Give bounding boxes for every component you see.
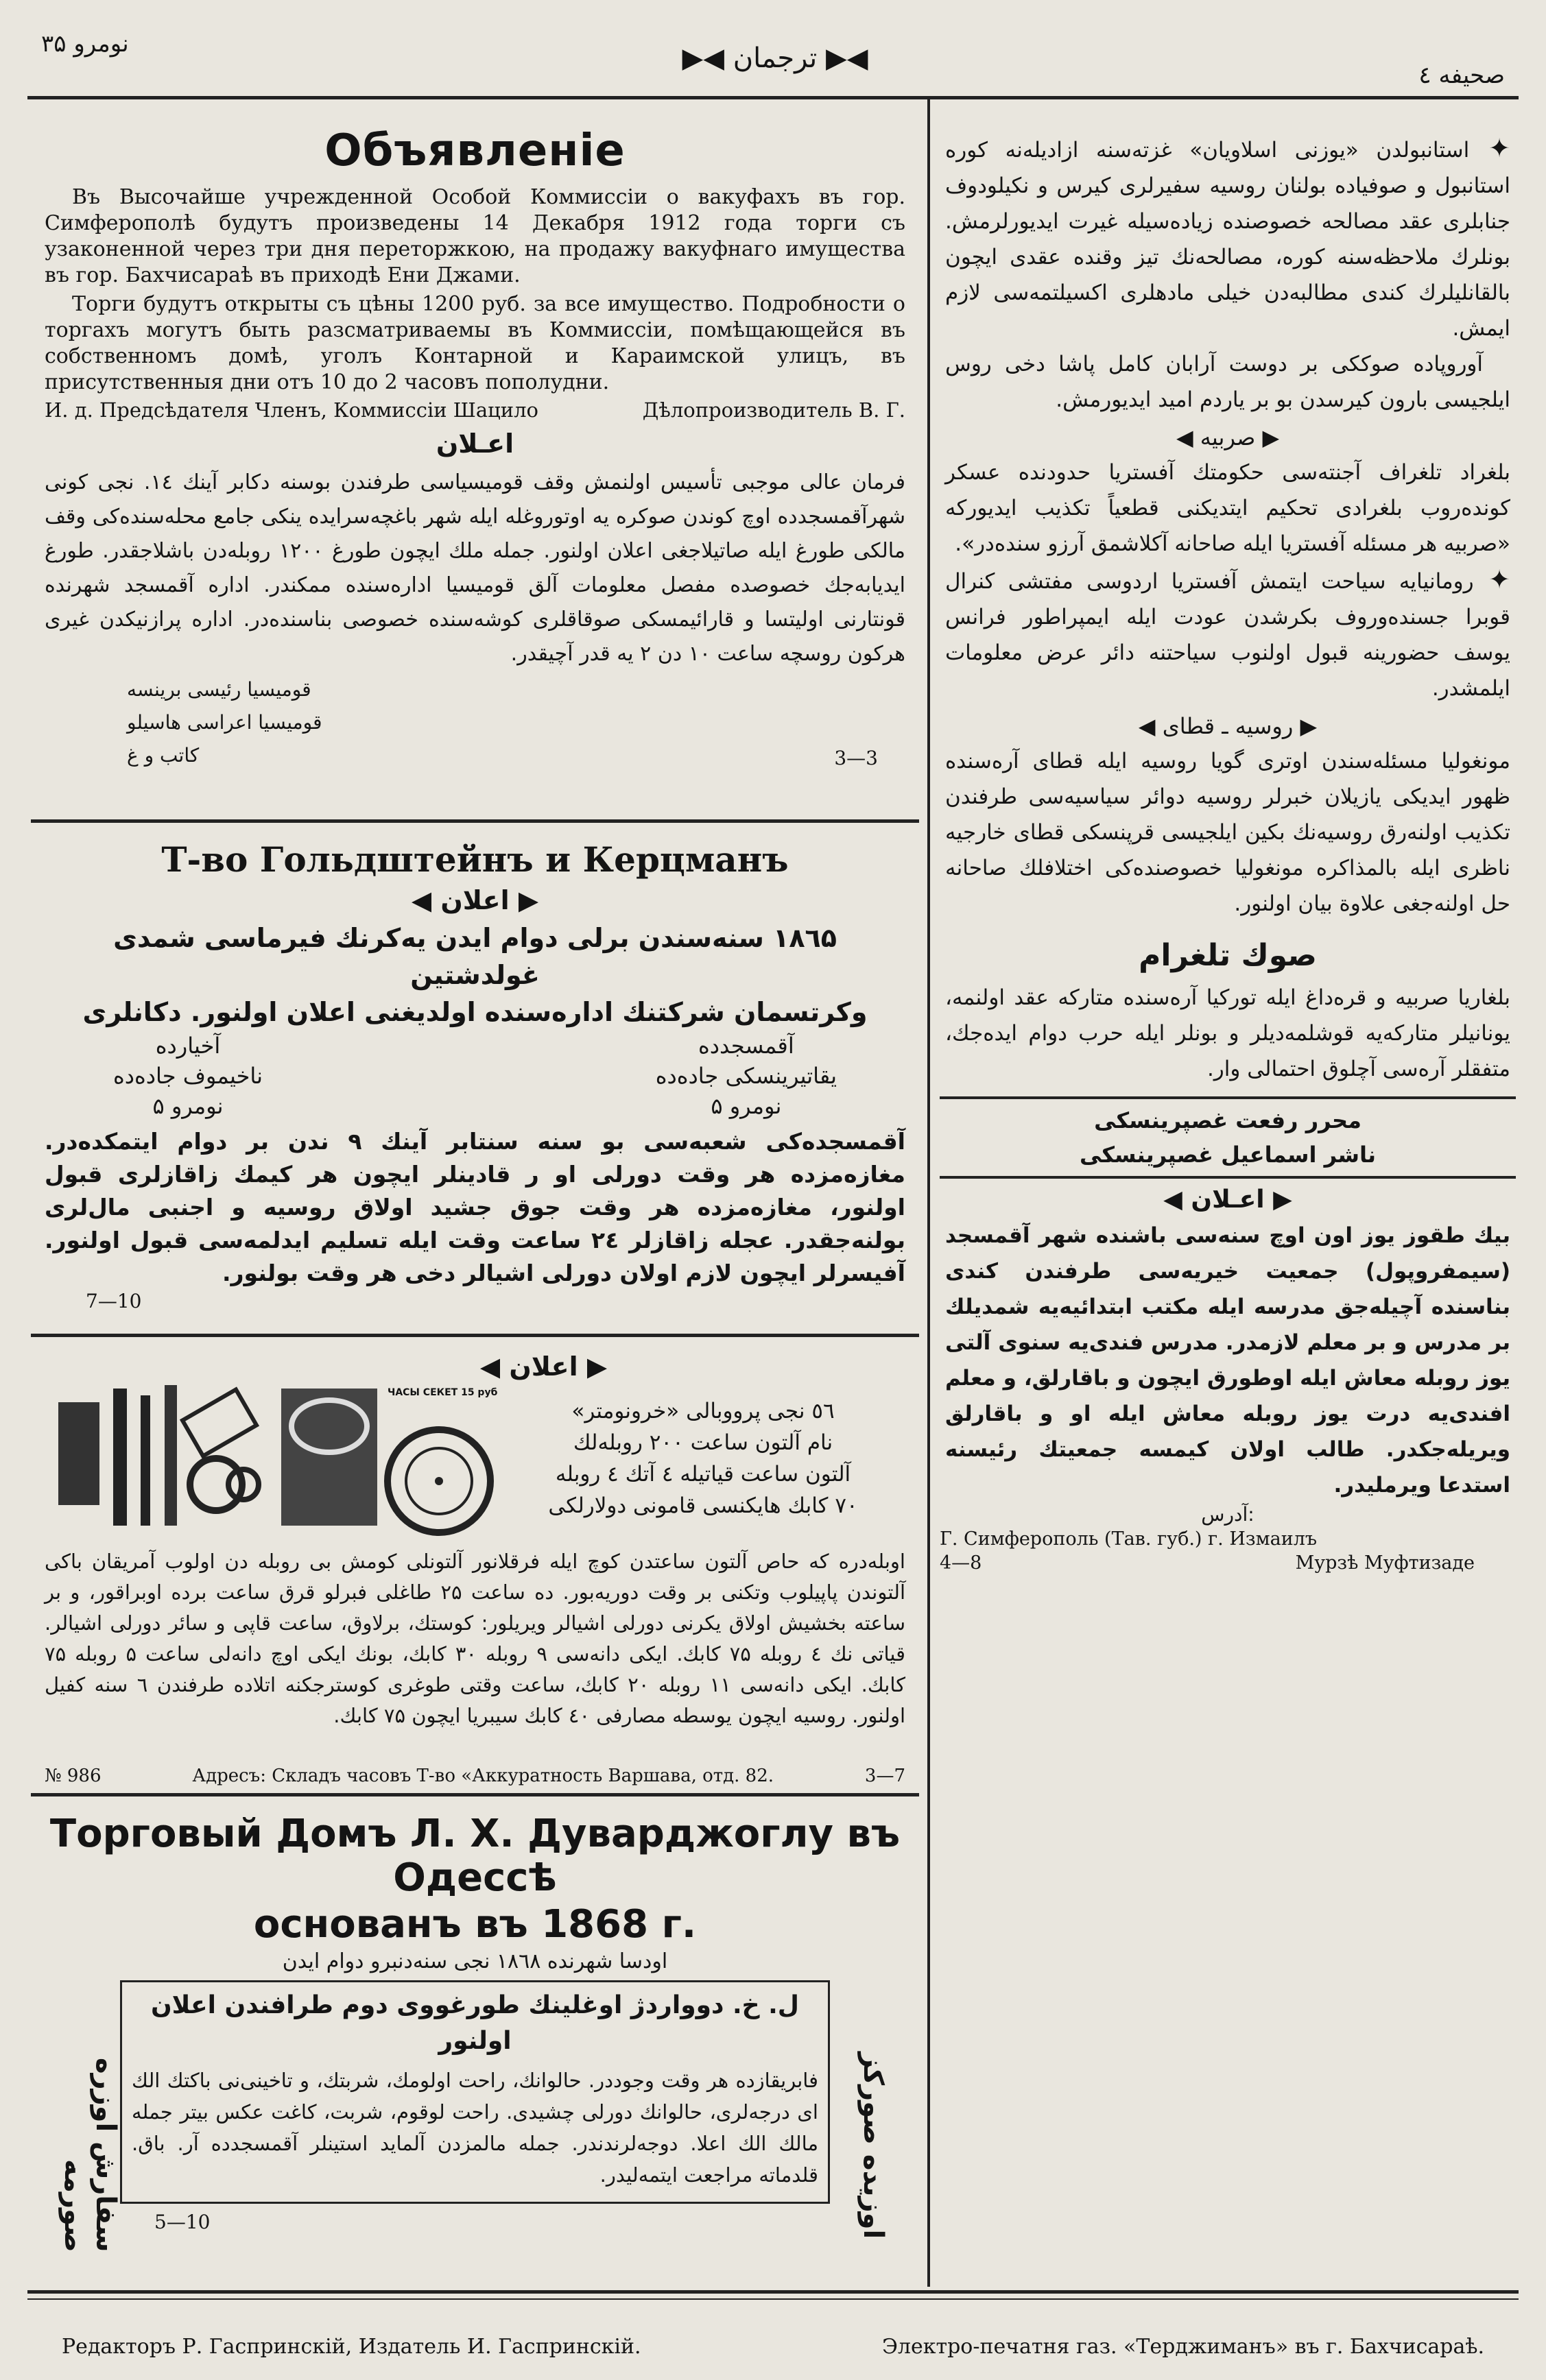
odessa-ad	[31, 1800, 919, 2335]
goldstein-ad	[31, 830, 919, 1312]
china-head	[940, 713, 1516, 739]
right-column	[940, 106, 1516, 1574]
editor-rule	[940, 1096, 1516, 1099]
watch-line: نام آلتون ساعت ۲۰۰ روبله‌لك	[573, 1430, 833, 1455]
news-china: مونغولیا مسئله‌سندن اوتری گویا روسیه ایله قطای آره‌سنده ظهور ایدیکی یازیلان خبرلر روسیه دوائر سیاسیه‌سی طرفندن تکذیب اولنه‌رق روسیه‌نك بکین ایلجیسی قرپنسکی قطای خارجیه ناظری ایله بالمذاکره مونغولیا خصوصنده‌کی اختلافلك صاحانه حل اولنه‌جغی علاوة بیان اولنور.	[945, 749, 1510, 916]
watch-line: ٥٦ نجی پرووبالی «خرونومتر»	[571, 1399, 835, 1423]
serbia-head-label: صربیه	[1200, 424, 1256, 450]
goldstein-title: Т-во Гольдштейнъ и Керцманъ	[161, 839, 789, 880]
ilan-rule	[940, 1176, 1516, 1179]
watch-rings-icon	[278, 1385, 497, 1550]
header-rule	[27, 96, 1519, 99]
goldstein-addr-left	[113, 1031, 263, 1121]
watch-ilan-label: اعلان	[509, 1351, 578, 1382]
news-istanbul	[945, 130, 1510, 346]
star-bullet-icon: ✦	[1469, 133, 1510, 163]
addr-label: آدرس:	[1201, 1503, 1254, 1526]
footer-rule-thin	[27, 2298, 1519, 2300]
addr-left-line: آخیارده	[155, 1033, 221, 1059]
notice-title: Объявленіе	[324, 125, 626, 176]
news-serbia: بلغراد تلغراف آجنته‌سی حکومتك آفستریا حدودنده عسکر کونده‌روب بلغرادی تحکیم ایتدیکنی قطعیاً تکذیب ایدیورکه «صربیه هر مسئله آفستریا ایله صاحانه آکلاشمق آرزو سنده‌در».	[945, 460, 1510, 556]
addr-name: Мурзѣ Муфтизаде	[1295, 1552, 1475, 1574]
odessa-title-2: основанъ въ 1868 г.	[253, 1902, 697, 1947]
goldstein-number: 7—10	[86, 1290, 142, 1312]
odessa-box-head: ل. خ. دوواردژ اوغلینك طورغووی دوم طرافندن اعلان اولنور	[150, 1991, 800, 2055]
issue-number: نومرو ۳۵	[41, 30, 129, 58]
paper-title	[631, 43, 919, 104]
watch-ad	[31, 1347, 919, 1827]
ornament-icon: ▶	[578, 1351, 608, 1382]
ornament-icon: ◀	[1163, 1186, 1191, 1214]
page-number: صحيفه ٤	[1418, 62, 1505, 89]
news-telegram: بلغاریا صربیه و قره‌داغ ایله تورکیا آره‌سنده متارکه عقد اولنمه، یونانیلر متارکه‌یه قوشلمه‌دیلر و بونلر ایله حرب دوام ایده‌جك، متفقلر آره‌سی آچلوق احتمالی وار.	[945, 985, 1510, 1081]
ornament-icon: ▶	[1264, 1186, 1292, 1214]
goldstein-line1: ۱۸٦۵ سنه‌سندن برلی دوام ایدن یه‌کرنك فیرماسی شمدی غولدشتین	[113, 923, 837, 990]
ornament-icon: ▶	[1255, 424, 1280, 450]
news-romania	[945, 562, 1510, 706]
addr-right-line: نومرو ۵	[711, 1093, 782, 1119]
odessa-number: 5—10	[154, 2211, 211, 2233]
notice-para1: Въ Высочайше учрежденной Особой Коммиссіи о вакуфахъ въ гор. Симферополѣ будутъ произведены 14 Декабря 1912 года торги съ узаконенной через три дня переторжкою, на продажу вакуфнаго имущества въ гор. Бахчисараѣ въ приходѣ Ени Джами.	[45, 185, 905, 287]
watch-line: ۷۰ کابك هایکنسی قامونی دولارلکی	[548, 1493, 858, 1518]
ilan-text: بیك طقوز یوز اون اوچ سنه‌سی باشنده شهر آقمسجد (سیمفروپول) جمعیت خیریه‌سی طرفندن کندی بناسنده آچیله‌جق مدرسه ایله مکتب ابتدائیه‌یه شمدیلك بر مدرس و بر معلم لازمدر. مدرس فندی‌یه سنوی آلتی یوز روبله معاش ایله اوطورق ایچون و باقارلق، و معلم افندی‌یه درت یوز روبله معاش ایله او و باقارلق ویریله‌جکدر. طالب اولان کیمسه جمعیتك رئیسنه استدعا ویرملیدر.	[945, 1223, 1510, 1498]
goldstein-line2: وکرتسمان شرکتنك اداره‌سنده اولدیغنی اعلان اولنور. دکانلری	[82, 997, 868, 1027]
star-bullet-icon: ✦	[1473, 564, 1511, 594]
editor-1: محرر رفعت غصپرینسکی	[1094, 1107, 1361, 1133]
footer-right: Электро-печатня газ. «Терджиманъ» въ г. Бахчисараѣ.	[881, 2335, 1484, 2359]
watch-number: 3—7	[864, 1766, 905, 1786]
watch-line: آلتون ساعت قیاتیله ٤ آتك ٤ روبله	[555, 1462, 851, 1487]
watch-left-no: № 986	[45, 1766, 102, 1786]
editor-2: ناشر اسماعیل غصپرینسکی	[1079, 1142, 1377, 1168]
ornament-icon: ▶	[1293, 713, 1318, 739]
odessa-sub: اودسا شهرنده ۱۸٦۸ نجی سنه‌دنبرو دوام ایدن	[282, 1949, 668, 1973]
odessa-text: فابریقازده هر وقت وجوددر. حالوانك، راحت اولومك، شربتك، و تاخینی‌نی باکتك الك ای درجه‌لری، حالوانك دورلی چشیدی. راحت لوقوم، شربت، کاغت عکس بیتر جمله مالك الك اعلا. دوجه‌لرندندر. جمله مالمزدن آلماید استینلر آقمسجدده آر. باق. قلدماته مراجعت ایتمه‌لیدر.	[132, 2069, 818, 2187]
ornament-icon: ▶	[509, 885, 539, 915]
paper-name: ترجمان	[733, 43, 818, 74]
ornament-left-icon: ◀▶	[817, 43, 868, 74]
tools-icon	[51, 1382, 264, 1539]
news-istanbul-text: استانبولدن «یوزنی اسلاویان» غزته‌سنه ازادیله‌نه کوره استانبول و صوفیاده بولنان روسیه سفیرلری کیرس و نکیلودوف جنابلری عقد مصالحه خصوصنده زیاده‌سیله غیرت ایدیورلرمش. بونلرك ملاحظه‌سنه کوره، مصالحه‌نك تیز وقنده عقدی ایچون بالقانلیلرك کندی مطالبه‌دن خیلی مادهلری اکسیلتمه‌سی لازم ایمش.	[945, 138, 1510, 341]
column-divider	[927, 99, 930, 2287]
goldstein-addr-right	[656, 1031, 837, 1121]
watch-address: Адресъ: Складъ часовъ Т-во «Аккуратность Варшава, отд. 82.	[192, 1766, 774, 1786]
goldstein-ilan	[31, 885, 919, 915]
addr-right-line: یقاتیرینسکی جاده‌ده	[655, 1063, 837, 1089]
ornament-icon: ◀	[411, 885, 441, 915]
watch-stamp-text: ЧАСЫ СЕКЕТ 15 руб	[388, 1387, 498, 1398]
ilan-head	[940, 1186, 1516, 1214]
footer-left: Редакторъ Р. Гаспринскій, Издатель И. Гаспринскій.	[62, 2335, 641, 2359]
watch-text: اوبله‌دره که حاص آلتون ساعتدن کوچ ایله فرقلانور آلتونلی کومش بی روبله دن اولوب آمریقان باکی آلتوندن پاپیلوب وتکنی بر وقت دوریه‌بور. ده ساعت ۲۵ طاغلی فبرلو قرق ساعت برده اوبراقور، و بر ساعته بخشیش اولاق یکرنی دورلی اشیالر ویریلور: کوستك، برلاوق، ساعت قاپی و سائر دورلی اشیالر. قیاتی نك ٤ روبله ۷۵ کابك. ایکی دانه‌سی ۹ روبله ۳۰ کابك، بونك ایکی اوچ دانه‌لی ساعت ۵ روبله ۷۵ کابك. ایکی دانه‌سی ۱۱ روبله ۲۰ کابك، ساعت وقتی طوغری کوسترجکنه اتلاده طرفندن ٦ سنه کفیل اولنور. روسیه ایچون یوسطه مصارفی ٤۰ کابك سیبریا ایچون ۷۵ کابك.	[45, 1550, 906, 1727]
addr-right-line: آقمسجدده	[698, 1033, 794, 1059]
addr-city: Г. Симферополь (Тав. губ.) г. Измаилъ	[940, 1528, 1318, 1550]
news-romania-text: رومانیایه سیاحت ایتمش آفستریا اردوسی مفتشی کنرال قوبرا جسنده‌وروف بکرشدن عودت ایله ایمپراطور فرانس یوسف حضورینه قبول اولنوب سیاحتنه دائر عرض معلومات ایلمشدر.	[945, 569, 1510, 701]
notice-ar-text: فرمان عالی موجبی تأسیس اولنمش وقف قومیسیاسی طرفندن بوسنه دکابر آینك ۱٤. نجی کونی شهرآقمسجدده اوچ کوندن صوکره یه اوتوروغله ایله شهر باغچه‌سرایده ینکی جامع محله‌سنده‌کی وقف مالکی طورغ ایله صاتیلاجغی اعلان اولنور. جمله ملك ایچون طورغ ۱۲۰۰ روبله‌دن باشلاجقدر. طورغ ایدیابه‌جك خصوصده مفصل معلومات آلق قومیسیا اداره‌سنده ممکندر. اداره آقمسجد شهرنده قونتارنی اولیتسا و قارائیمسکی صوقاقلری کوشه‌سنده خصوصی بناسنده‌در. اداره پرازنیکدن غیری هرکون روسچه ساعت ۱۰ دن ۲ یه قدر آچیقدر.	[45, 470, 906, 666]
footer-rule	[27, 2290, 1519, 2294]
serbia-head	[940, 424, 1516, 450]
watch-address-row	[45, 1766, 905, 1786]
watch-lines	[504, 1395, 902, 1522]
ornament-icon: ◀	[1138, 713, 1163, 739]
news-europe: آوروپاده صوككی بر دوست آرابان کامل پاشا دخی روس ایلجیسی بارون کیرسدن بو بر یاردم امید ایدیورمش.	[945, 352, 1510, 412]
notice-ar-sig1: قومیسیا رئیسی برینسه	[127, 678, 311, 701]
goldstein-ilan-label: اعلان	[440, 885, 510, 915]
odessa-vert-left: سفارش اوزره صورمه	[58, 2058, 121, 2252]
notice-signatures	[45, 398, 905, 422]
notice-ar-head: اعـلان	[436, 429, 514, 459]
china-head-label: روسیه ـ قطای	[1162, 713, 1294, 739]
notice-number: 3—3	[834, 747, 878, 769]
ilan-head-label: اعـلان	[1191, 1186, 1265, 1214]
notice-sign-right: Дѣлопроизводитель В. Г.	[642, 398, 905, 422]
notice-ar-sig2: قومیسیا اعراسی هاسیلو	[127, 711, 322, 734]
notice-ar-sig3: کاتب و غ	[127, 744, 200, 767]
ornament-right-icon: ◀▶	[682, 43, 733, 74]
odessa-box	[120, 1980, 830, 2204]
footer	[62, 2335, 1484, 2359]
odessa-title-1: Торговый Домъ Л. Х. Дуварджоглу въ Одессѣ	[49, 1812, 901, 1900]
notice-para2: Торги будутъ открыты съ цѣны 1200 руб. за все имущество. Подробности о торгахъ могутъ быть разсматриваемы въ Коммиссіи, помѣщающейся въ собственномъ домѣ, уголъ Контарной и Караимской улицъ, въ присутственныя дни отъ 10 до 2 часовъ пополудни.	[45, 292, 905, 394]
separator-3	[31, 1793, 919, 1796]
separator-1	[31, 819, 919, 823]
odessa-vert-right: اوزیده صورکز	[857, 2052, 889, 2239]
russian-notice	[31, 120, 919, 769]
separator-2	[31, 1334, 919, 1337]
ornament-icon: ◀	[1176, 424, 1200, 450]
goldstein-addresses	[113, 1031, 837, 1121]
addr-row	[940, 1552, 1475, 1574]
addr-left-line: نومرو ۵	[152, 1093, 224, 1119]
notice-sign-left: И. д. Предсѣдателя Членъ, Коммиссіи Шацило	[45, 398, 539, 422]
addr-left-line: ناخیموف جاده‌ده	[113, 1063, 263, 1089]
right-number: 4—8	[940, 1552, 982, 1574]
watch-ilan	[168, 1351, 919, 1382]
goldstein-text: آقمسجده‌کی شعبه‌سی بو سنه سنتابر آینك ۹ ندن بر دوام ایتمکده‌در. مغازه‌مزده هر وقت دورلی او ر قادینلر ایچون هر کیمك زاقازلری قبول اولنور، مغازه‌مزده هر وقت جوق جشید اولاق روسیه و اجنبی مال‌لری بولنه‌جقدر. عجله زاقازلر ۲٤ ساعت وقت ایله تسلیم ایدلمه‌سی قبول اولنور. آفیسرلر ایچون لازم اولان دورلی اشیالر دخی هر وقت بولنور.	[45, 1128, 905, 1286]
telegram-head: صوك تلغرام	[1139, 938, 1317, 973]
ornament-icon: ◀	[479, 1351, 510, 1382]
